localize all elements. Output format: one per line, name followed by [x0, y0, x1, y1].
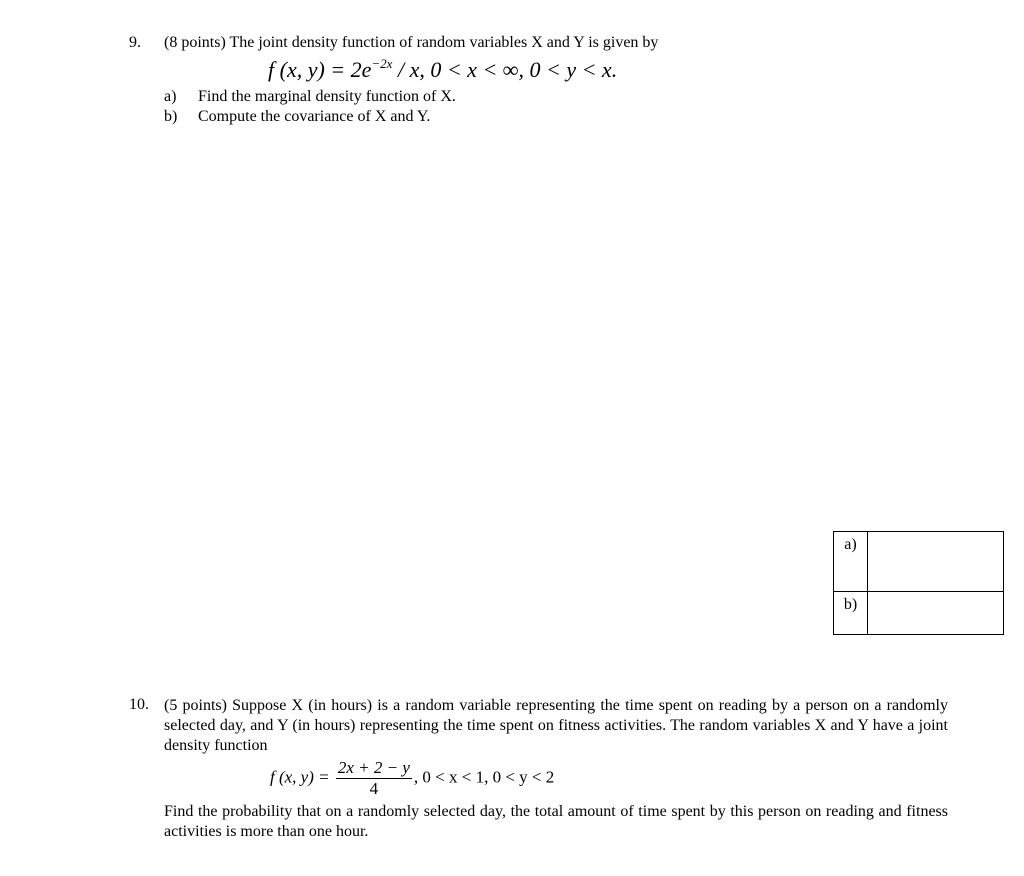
- answer-field-b[interactable]: [868, 592, 1004, 635]
- formula-10-fraction: [336, 758, 412, 799]
- formula-9-exponent: −2x: [371, 56, 393, 71]
- question-10-formula: [270, 758, 554, 799]
- answer-row-a: [834, 532, 1004, 592]
- question-10-prompt: Find the probability that on a randomly selected day, the total amount of time spent by this person on reading and fitness activities is more than one hour.: [164, 803, 948, 840]
- question-9-formula: [268, 56, 617, 83]
- question-10-number: 10.: [129, 696, 149, 713]
- fraction-denominator: 4: [369, 779, 379, 798]
- part-a-text: Find the marginal density function of X.: [198, 88, 456, 105]
- answer-field-a[interactable]: [868, 532, 1004, 592]
- part-b-text: Compute the covariance of X and Y.: [198, 108, 431, 125]
- answer-label-a: a): [834, 532, 868, 592]
- formula-10-conditions: , 0 < x < 1, 0 < y < 2: [413, 767, 555, 787]
- part-b-label: b): [164, 108, 178, 125]
- formula-9-rest: / x, 0 < x < ∞, 0 < y < x.: [392, 57, 618, 82]
- formula-9-lhs: f (x, y) = 2e: [268, 57, 372, 82]
- answer-label-b: b): [834, 592, 868, 635]
- formula-10-lhs: f (x, y) =: [270, 767, 330, 787]
- question-9-number: 9.: [129, 34, 141, 51]
- fraction-numerator: 2x + 2 − y: [337, 758, 410, 777]
- answer-row-b: [834, 592, 1004, 635]
- question-9-intro: (8 points) The joint density function of random variables X and Y is given by: [164, 34, 659, 51]
- question-10-text: (5 points) Suppose X (in hours) is a random variable representing the time spent on reading by a person on a randomly selected day, and Y (in hours) representing the time spent on fitness activities. The random variables X and Y have a joint density function: [164, 697, 948, 754]
- answer-box-table: [833, 531, 1004, 635]
- part-a-label: a): [164, 88, 177, 105]
